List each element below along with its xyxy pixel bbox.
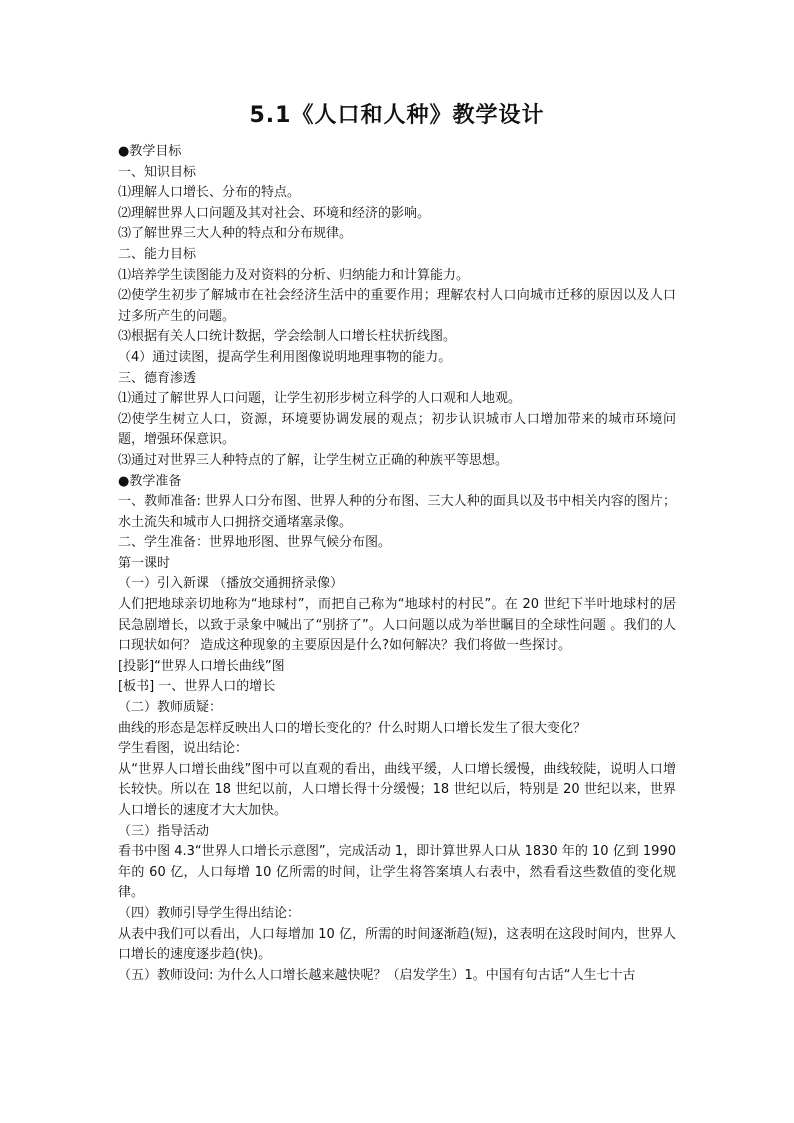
paragraph-line: ⑴通过了解世界人口问题，让学生初形步树立科学的人口观和人地观。 <box>118 391 522 407</box>
document-page <box>118 100 676 986</box>
paragraph-line: ⑶了解世界三大人种的特点和分布规律。 <box>118 226 353 242</box>
paragraph-line: ●教学目标 <box>118 144 182 159</box>
paragraph-line: （四）教师引导学生得出结论： <box>118 905 301 921</box>
paragraph-line: （二）教师质疑： <box>118 700 223 716</box>
paragraph-line: ⑵使学生初步了解城市在社会经济生活中的重要作用；理解农村人口向城市迁移的原因以及人口过多所产生的问题。 <box>118 288 676 324</box>
paragraph-line: 三、德育渗透 <box>118 370 197 386</box>
paragraph-line: ⑴理解人口增长、分布的特点。 <box>118 185 301 201</box>
paragraph-line: 学生看图，说出结论： <box>118 741 249 757</box>
paragraph-line: （4）通过读图，提高学生利用图像说明地理事物的能力。 <box>118 349 452 365</box>
paragraph-line: ⑴培养学生读图能力及对资料的分析、归纳能力和计算能力。 <box>118 267 470 283</box>
paragraph-line: （一）引入新课 （播放交通拥挤录像） <box>118 576 344 592</box>
paragraph-line: ⑶通过对世界三人种特点的了解，让学生树立正确的种族平等思想。 <box>118 452 509 468</box>
paragraph-line: ●教学准备 <box>118 473 182 489</box>
paragraph-line: 一、教师准备: 世界人口分布图、世界人种的分布图、三大人种的面具以及书中相关内容的图片；水土流失和城市人口拥挤交通堵塞录像。 <box>118 494 676 530</box>
paragraph-line: [投影]“世界人口增长曲线”图 <box>118 658 285 674</box>
paragraph-line: [板书] 一、世界人口的增长 <box>118 679 276 695</box>
paragraph-line: 从表中我们可以看出，人口每增加 10 亿，所需的时间逐渐趋(短)，这表明在这段时间内，世界人口增长的速度逐步趋(快)。 <box>118 926 676 963</box>
document-title: 5.1《人口和人种》教学设计 <box>249 103 545 128</box>
paragraph-line: 曲线的形态是怎样反映出人口的增长变化的？什么时期人口增长发生了很大变化？ <box>118 720 587 736</box>
paragraph-line: ⑵使学生树立人口，资源，环境要协调发展的观点；初步认识城市人口增加带来的城市环境问题，增强环保意识。 <box>118 411 676 448</box>
paragraph-line: 二、学生准备：世界地形图、世界气候分布图。 <box>118 535 392 551</box>
paragraph-line: 人们把地球亲切地称为“地球村”，而把自己称为“地球村的村民”。在 20 世纪下半叶地球村的居民急剧增长，以致于录象中喊出了“别挤了”。人口问题以成为举世瞩目的全球性问题 。我们的人口现状如何？ 造成这种现象的主要原因是什么?如何解决？我们将做一些探讨。 <box>118 597 676 654</box>
paragraph-line: （三）指导活动 <box>118 823 210 839</box>
paragraph-line: 看书中图 4.3“世界人口增长示意图”，完成活动 1，即计算世界人口从 1830 年的 10 亿到 1990 年的 60 亿，人口每增 10 亿所需的时间，让学生将答案填人右表中，然看看这些数值的变化规律。 <box>118 844 676 901</box>
paragraph-line: 二、能力目标 <box>118 246 197 262</box>
paragraph-line: 第一课时 <box>118 555 171 571</box>
paragraph-line: 从“世界人口增长曲线”图中可以直观的看出，曲线平缓，人口增长缓慢，曲线较陡，说明人口增长较快。所以在 18 世纪以前，人口增长得十分缓慢；18 世纪以后，特别是 20 世纪以来，世界人口增长的速度才大大加快。 <box>118 761 676 818</box>
paragraph-line: ⑶根据有关人口统计数据，学会绘制人口增长柱状折线图。 <box>118 329 457 345</box>
paragraph-line: ⑵理解世界人口问题及其对社会、环境和经济的影响。 <box>118 205 431 221</box>
document-body <box>118 142 676 986</box>
paragraph-line: （五）教师设问: 为什么人口增长越来越快呢？（启发学生）1。中国有句古话“人生七十古 <box>118 967 636 983</box>
paragraph-line: 一、知识目标 <box>118 164 197 180</box>
